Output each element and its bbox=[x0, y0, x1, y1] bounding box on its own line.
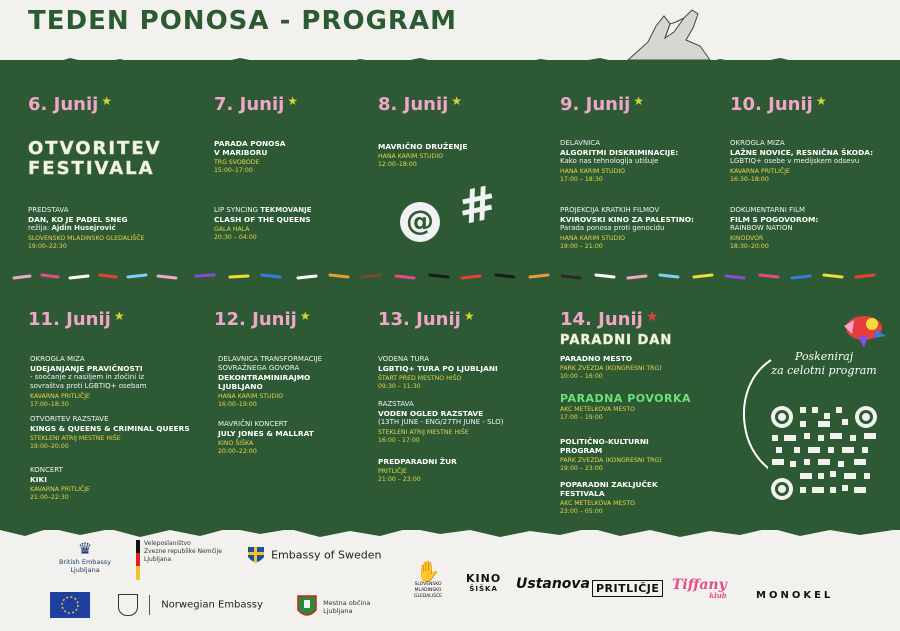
event-d7-lipsync bbox=[214, 206, 374, 242]
sponsor-line-2: Ljubljana bbox=[323, 607, 353, 615]
sponsor-line-1: SLOVENSKO bbox=[414, 582, 442, 587]
eu-flag-icon bbox=[50, 592, 90, 618]
mestna-obcina-logo bbox=[296, 594, 370, 620]
event-time: 17:00 – 18:30 bbox=[560, 176, 603, 183]
sponsor-name: Embassy of Sweden bbox=[271, 548, 382, 562]
day-heading-12 bbox=[214, 309, 311, 330]
qr-caption-line-2: za celotni program bbox=[771, 364, 877, 377]
event-title: KIKI bbox=[30, 475, 47, 484]
torn-edge-bottom bbox=[0, 522, 900, 544]
event-title-2: PROGRAM bbox=[560, 446, 603, 455]
star-icon: ★ bbox=[113, 309, 125, 323]
festival-line-1: OTVORITEV bbox=[28, 138, 162, 159]
event-title: PARADNO MESTO bbox=[560, 354, 633, 363]
event-subtitle-2: sovraštva proti LGBTIQ+ osebam bbox=[30, 382, 147, 390]
qr-code[interactable] bbox=[768, 403, 880, 503]
sponsor-line-3: Ljubljana bbox=[144, 556, 172, 563]
event-title: FILM S POGOVOROM: bbox=[730, 215, 819, 224]
norwegian-embassy-logo bbox=[118, 594, 263, 616]
day-label: 9. Junij bbox=[560, 94, 631, 115]
sweden-crest-icon bbox=[246, 543, 266, 567]
event-subtitle: LGBTIQ+ osebe v medijskem odsevu bbox=[730, 157, 860, 165]
sponsor-line-1: Veleposlaništvo bbox=[144, 540, 191, 547]
event-d9-projekcija bbox=[560, 206, 720, 251]
event-time: 19:00 – 21:00 bbox=[560, 243, 603, 250]
event-location: HANA KARIM STUDIO bbox=[560, 168, 626, 175]
event-time: 19:00–20:00 bbox=[30, 443, 69, 450]
event-time: 19:00 – 23:00 bbox=[560, 465, 603, 472]
sponsor-name: British Embassy Ljubljana bbox=[58, 558, 112, 574]
sponsor-name: Tiffany bbox=[672, 577, 727, 593]
qr-caption-line-1: Poskeniraj bbox=[794, 350, 854, 363]
event-location: STEKLENI ATRIJ MESTNE HIŠE bbox=[378, 429, 469, 436]
event-type: MAVRIČNI KONCERT bbox=[218, 420, 288, 428]
day-heading-11 bbox=[28, 309, 125, 330]
event-time: 21:00–22:30 bbox=[30, 494, 69, 501]
event-d9-delavnica bbox=[560, 139, 720, 184]
day-heading-8 bbox=[378, 94, 462, 115]
event-time: 20:30 – 04:00 bbox=[214, 234, 257, 241]
event-time: 16:30–18:00 bbox=[730, 176, 769, 183]
event-d14-program bbox=[560, 437, 720, 473]
event-type: PROJEKCIJA KRATKIH FILMOV bbox=[560, 206, 660, 214]
event-subtitle: - soočanje z nasiljem in zločini iz bbox=[30, 373, 144, 381]
event-location: GALA HALA bbox=[214, 226, 250, 233]
event-type: OKROGLA MIZA bbox=[730, 139, 785, 147]
event-location: STEKLENI ATRIJ MESTNE HIŠE bbox=[30, 435, 121, 442]
event-title: JULY JONES & MALLRAT bbox=[218, 429, 314, 438]
event-type-2: SOVRAŽNEGA GOVORA bbox=[218, 364, 300, 372]
event-time: 17:00–18:30 bbox=[30, 401, 69, 408]
event-time: 15:00–17:00 bbox=[214, 167, 253, 174]
star-icon: ★ bbox=[101, 94, 113, 108]
paradna-povorka-heading: PARADNA POVORKA bbox=[560, 392, 692, 405]
event-title: KVIROVSKI KINO ZA PALESTINO: bbox=[560, 215, 694, 224]
event-location: HANA KARIM STUDIO bbox=[560, 235, 626, 242]
event-time: 19:00–22:30 bbox=[28, 243, 67, 250]
event-title: UDEJANJANJE PRAVIČNOSTI bbox=[30, 364, 143, 373]
event-d14-zakljucek bbox=[560, 480, 720, 516]
event-type: KONCERT bbox=[30, 466, 63, 474]
event-title: CLASH OF THE QUEENS bbox=[214, 215, 311, 224]
event-type: VODENA TURA bbox=[378, 355, 430, 363]
star-icon: ★ bbox=[287, 94, 299, 108]
event-d12-koncert bbox=[218, 420, 378, 456]
event-title: DEKONTRAMINIRAJMO bbox=[218, 373, 311, 382]
day-label: 10. Junij bbox=[730, 94, 813, 115]
event-d8-druzenje bbox=[378, 142, 538, 169]
sweden-embassy-logo bbox=[246, 543, 382, 567]
hashtag-icon: # bbox=[452, 174, 502, 236]
event-location: AKC METELKOVA MESTO bbox=[560, 406, 635, 413]
event-time: 21:00 – 23:00 bbox=[378, 476, 421, 483]
event-d10-film bbox=[730, 206, 890, 251]
event-type: OTVORITEV RAZSTAVE bbox=[30, 415, 109, 423]
sponsor-name: Norwegian Embassy bbox=[161, 599, 263, 611]
sponsor-line-2: Zvezne republike Nemčije bbox=[144, 548, 222, 555]
crest-icon: ♛ bbox=[77, 539, 93, 558]
day-heading-6 bbox=[28, 94, 112, 115]
event-title: VODEN OGLED RAZSTAVE bbox=[378, 409, 484, 418]
event-subtitle: (13TH JUNE - ENG/27TH JUNE - SLO) bbox=[378, 418, 504, 426]
event-type-bold: TEKMOVANJE bbox=[260, 206, 312, 214]
event-d10-okrogla-miza bbox=[730, 139, 890, 184]
ljubljana-crest-icon bbox=[296, 594, 318, 620]
event-title: PARADA PONOSA bbox=[214, 139, 286, 148]
event-title: POLITIČNO-KULTURNI bbox=[560, 437, 649, 446]
day-heading-13 bbox=[378, 309, 475, 330]
event-d11-okrogla-miza bbox=[30, 355, 190, 409]
event-type: DOKUMENTARNI FILM bbox=[730, 206, 806, 214]
event-time: 16:00 - 17:00 bbox=[378, 437, 420, 444]
sponsor-line-1: Mestna občina bbox=[323, 599, 371, 607]
event-type: DELAVNICA TRANSFORMACIJE bbox=[218, 355, 323, 363]
kino-siska-logo bbox=[466, 573, 501, 595]
sponsor-line-3: GLEDALIŠČE bbox=[414, 594, 442, 599]
logo-divider bbox=[149, 595, 150, 615]
torn-edge-top bbox=[0, 50, 900, 72]
day-label: 7. Junij bbox=[214, 94, 285, 115]
day-heading-7 bbox=[214, 94, 298, 115]
star-icon: ★ bbox=[633, 94, 645, 108]
event-time: 10:00 – 16:00 bbox=[560, 373, 603, 380]
event-location: ŠTART PRED MESTNO HIŠO bbox=[378, 375, 462, 382]
event-title: LAŽNE NOVICE, RESNIČNA ŠKODA: bbox=[730, 148, 874, 157]
event-time: 18:30–20:00 bbox=[730, 243, 769, 250]
event-title: PREDPARADNI ŽUR bbox=[378, 457, 457, 466]
event-location: AKC METELKOVA MESTO bbox=[560, 500, 635, 507]
page-title: TEDEN PONOSA - PROGRAM bbox=[28, 6, 457, 36]
event-location: PARK ZVEZDA (KONGRESNI TRG) bbox=[560, 457, 662, 464]
event-location: KINO ŠIŠKA bbox=[218, 440, 254, 447]
event-location: TRG SVOBODE bbox=[214, 159, 260, 166]
event-location: HANA KARIM STUDIO bbox=[218, 393, 284, 400]
event-type: RAZSTAVA bbox=[378, 400, 414, 408]
day-label: 14. Junij bbox=[560, 309, 643, 330]
rainbow-divider bbox=[0, 266, 900, 286]
sponsor-sub: klub bbox=[709, 591, 727, 600]
event-title: MAVRIČNO DRUŽENJE bbox=[378, 142, 468, 151]
event-location: KAVARNA PRITLIČJE bbox=[30, 486, 90, 493]
tiffany-logo bbox=[672, 578, 727, 600]
star-icon: ★ bbox=[815, 94, 827, 108]
star-icon: ★ bbox=[299, 309, 311, 323]
director-name: Ajdin Husejrović bbox=[51, 224, 116, 232]
event-d14-paradno-mesto bbox=[560, 354, 720, 381]
day-label: 6. Junij bbox=[28, 94, 99, 115]
parrot-mascot-icon bbox=[838, 306, 888, 350]
event-type: OKROGLA MIZA bbox=[30, 355, 85, 363]
norway-crest-icon bbox=[118, 594, 138, 616]
day-heading-14 bbox=[560, 309, 658, 330]
event-d11-razstava bbox=[30, 415, 190, 451]
bird-hand-icon: ✋ bbox=[415, 559, 441, 583]
event-location: KAVARNA PRITLIČJE bbox=[30, 393, 90, 400]
event-title-2: V MARIBORU bbox=[214, 148, 268, 157]
star-icon: ★ bbox=[463, 309, 475, 323]
event-subtitle: RAINBOW NATION bbox=[730, 224, 793, 232]
event-location: HANA KARIM STUDIO bbox=[378, 153, 444, 160]
day-label: 13. Junij bbox=[378, 309, 461, 330]
event-location: PRITLIČJE bbox=[378, 468, 407, 475]
event-subtitle: Parada ponosa proti genocidu bbox=[560, 224, 665, 232]
day-label: 12. Junij bbox=[214, 309, 297, 330]
qr-caption bbox=[764, 350, 884, 378]
star-icon: ★ bbox=[451, 94, 463, 108]
day-label: 11. Junij bbox=[28, 309, 111, 330]
sponsor-line-2: ŠIŠKA bbox=[469, 585, 498, 593]
event-d11-koncert bbox=[30, 466, 190, 502]
day-heading-10 bbox=[730, 94, 827, 115]
ustanova-logo: Ustanova bbox=[516, 576, 590, 592]
festival-opening-heading bbox=[28, 139, 162, 179]
event-time: 23:00 – 05:00 bbox=[560, 508, 603, 515]
event-d13-zur bbox=[378, 457, 538, 484]
event-time: 12:00–18:00 bbox=[378, 161, 417, 168]
event-title: KINGS & QUEENS & CRIMINAL QUEERS bbox=[30, 424, 190, 433]
event-location: KAVARNA PRITLIČJE bbox=[730, 168, 790, 175]
day-heading-9 bbox=[560, 94, 644, 115]
day-label: 8. Junij bbox=[378, 94, 449, 115]
event-title-2: FESTIVALA bbox=[560, 489, 605, 498]
event-type: PREDSTAVA bbox=[28, 206, 69, 214]
event-d6-predstava bbox=[28, 206, 188, 251]
event-title: ALGORITMI DISKRIMINACIJE: bbox=[560, 148, 679, 157]
event-time: 16:00–19:00 bbox=[218, 401, 257, 408]
event-time: 09:30 – 11:30 bbox=[378, 383, 421, 390]
director-prefix: režija: bbox=[28, 224, 52, 232]
pritlicje-logo: PRITLIČJE bbox=[592, 580, 663, 597]
event-d7-parada bbox=[214, 139, 374, 175]
event-type bbox=[214, 206, 374, 215]
event-subtitle: Kako nas tehnologija utišuje bbox=[560, 157, 659, 165]
event-title: DAN, KO JE PADEL SNEG bbox=[28, 215, 128, 224]
sponsor-line-1: KINO bbox=[466, 572, 502, 585]
event-d14-povorka bbox=[560, 404, 720, 422]
event-title-2: LJUBLJANO bbox=[218, 382, 263, 391]
event-type: DELAVNICA bbox=[560, 139, 600, 147]
monokel-logo: MONOKEL bbox=[756, 590, 834, 601]
german-flag-icon bbox=[136, 540, 140, 580]
at-sign-icon: @ bbox=[400, 202, 440, 242]
festival-line-2: FESTIVALA bbox=[28, 158, 155, 179]
event-location: KINODVOR bbox=[730, 235, 764, 242]
event-type-prefix: LIP SYNCING bbox=[214, 206, 261, 214]
event-d12-delavnica bbox=[218, 355, 378, 409]
event-location: SLOVENSKO MLADINSKO GLEDALIŠČE bbox=[28, 235, 145, 242]
event-time: 20:00–22:00 bbox=[218, 448, 257, 455]
british-embassy-logo bbox=[50, 540, 120, 574]
sponsor-line-2: MLADINSKO bbox=[414, 588, 442, 593]
event-location: PARK ZVEZDA (KONGRESNI TRG) bbox=[560, 365, 662, 372]
paradni-dan-heading: PARADNI DAN bbox=[560, 333, 673, 348]
event-d13-tura bbox=[378, 355, 538, 391]
event-director bbox=[28, 224, 188, 233]
mladinsko-gledalisce-logo bbox=[406, 560, 450, 600]
event-time: 17:00 – 19:00 bbox=[560, 414, 603, 421]
event-d13-razstava bbox=[378, 400, 538, 445]
star-icon: ★ bbox=[645, 309, 659, 325]
event-title: POPARADNI ZAKLJUČEK bbox=[560, 480, 658, 489]
event-title: LGBTIQ+ TURA PO LJUBLJANI bbox=[378, 364, 498, 373]
